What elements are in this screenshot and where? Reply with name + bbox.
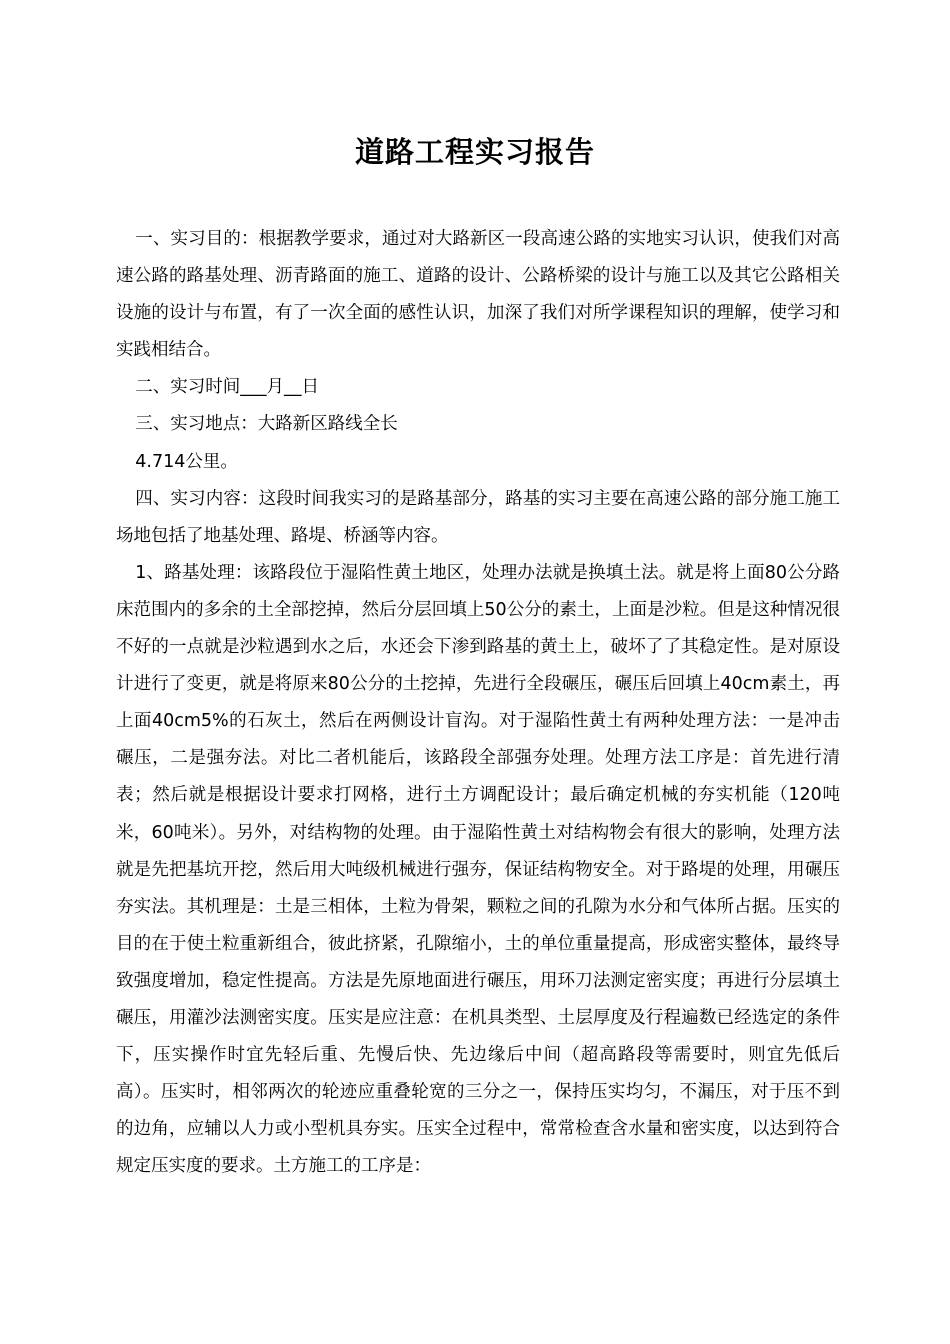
paragraph-content: 四、实习内容：这段时间我实习的是路基部分，路基的实习主要在高速公路的部分施工施工场地包括了地基处理、路堤、桥涵等内容。 bbox=[116, 488, 840, 546]
paragraph-subgrade-treatment: 1、路基处理：该路段位于湿陷性黄土地区，处理办法就是换填土法。就是将上面80公分路床范围内的多余的土全部挖掉，然后分层回填上50公分的素土，上面是沙粒。但是这种情况很不好的一点就是沙粒遇到水之后，水还会下渗到路基的黄土上，破坏了了其稳定性。是对原设计进行了变更，就是将原来80公分的土挖掉，先进行全段碾压，碾压后回填上40cm素土，再上面40cm5%的石灰土，然后在两侧设计盲沟。对于湿陷性黄土有两种处理方法：一是冲击碾压，二是强夯法。对比二者机能后，该路段全部强夯处理。处理方法工序是：首先进行清表；然后就是根据设计要求打网格，进行土方调配设计；最后确定机械的夯实机能（120吨米，60吨米）。另外，对结构物的处理。由于湿陷性黄土对结构物会有很大的影响，处理方法就是先把基坑开挖，然后用大吨级机械进行强夯，保证结构物安全。对于路堤的处理，用碾压夯实法。其机理是：土是三相体，土粒为骨架，颗粒之间的孔隙为水分和气体所占据。压实的目的在于使土粒重新组合，彼此挤紧，孔隙缩小，土的单位重量提高，形成密实整体，最终导致强度增加，稳定性提高。方法是先原地面进行碾压，用环刀法测定密实度；再进行分层填土碾压，用灌沙法测密实度。压实是应注意：在机具类型、土层厚度及行程遍数已经选定的条件下，压实操作时宜先轻后重、先慢后快、先边缘后中间（超高路段等需要时，则宜先低后高）。压实时，相邻两次的轮迹应重叠轮宽的三分之一，保持压实均匀，不漏压，对于压不到的边角，应辅以人力或小型机具夯实。压实全过程中，常常检查含水量和密实度，以达到符合规定压实度的要求。土方施工的工序是： bbox=[116, 562, 840, 1177]
paragraph-location: 三、实习地点：大路新区路线全长 bbox=[135, 414, 398, 435]
paragraph-time: 二、实习时间___月__日 bbox=[135, 377, 319, 398]
paragraph-purpose: 一、实习目的：根据教学要求，通过对大路新区一段高速公路的实地实习认识，使我们对高速公路的路基处理、沥青路面的施工、道路的设计、公路桥梁的设计与施工以及其它公路相关设施的设计与布置，有了一次全面的感性认识，加深了我们对所学课程知识的理解，使学习和实践相结合。 bbox=[116, 229, 840, 361]
document-body bbox=[116, 221, 840, 1185]
paragraph-length: 4.714公里。 bbox=[135, 451, 238, 472]
document-title: 道路工程实习报告 bbox=[354, 135, 595, 169]
